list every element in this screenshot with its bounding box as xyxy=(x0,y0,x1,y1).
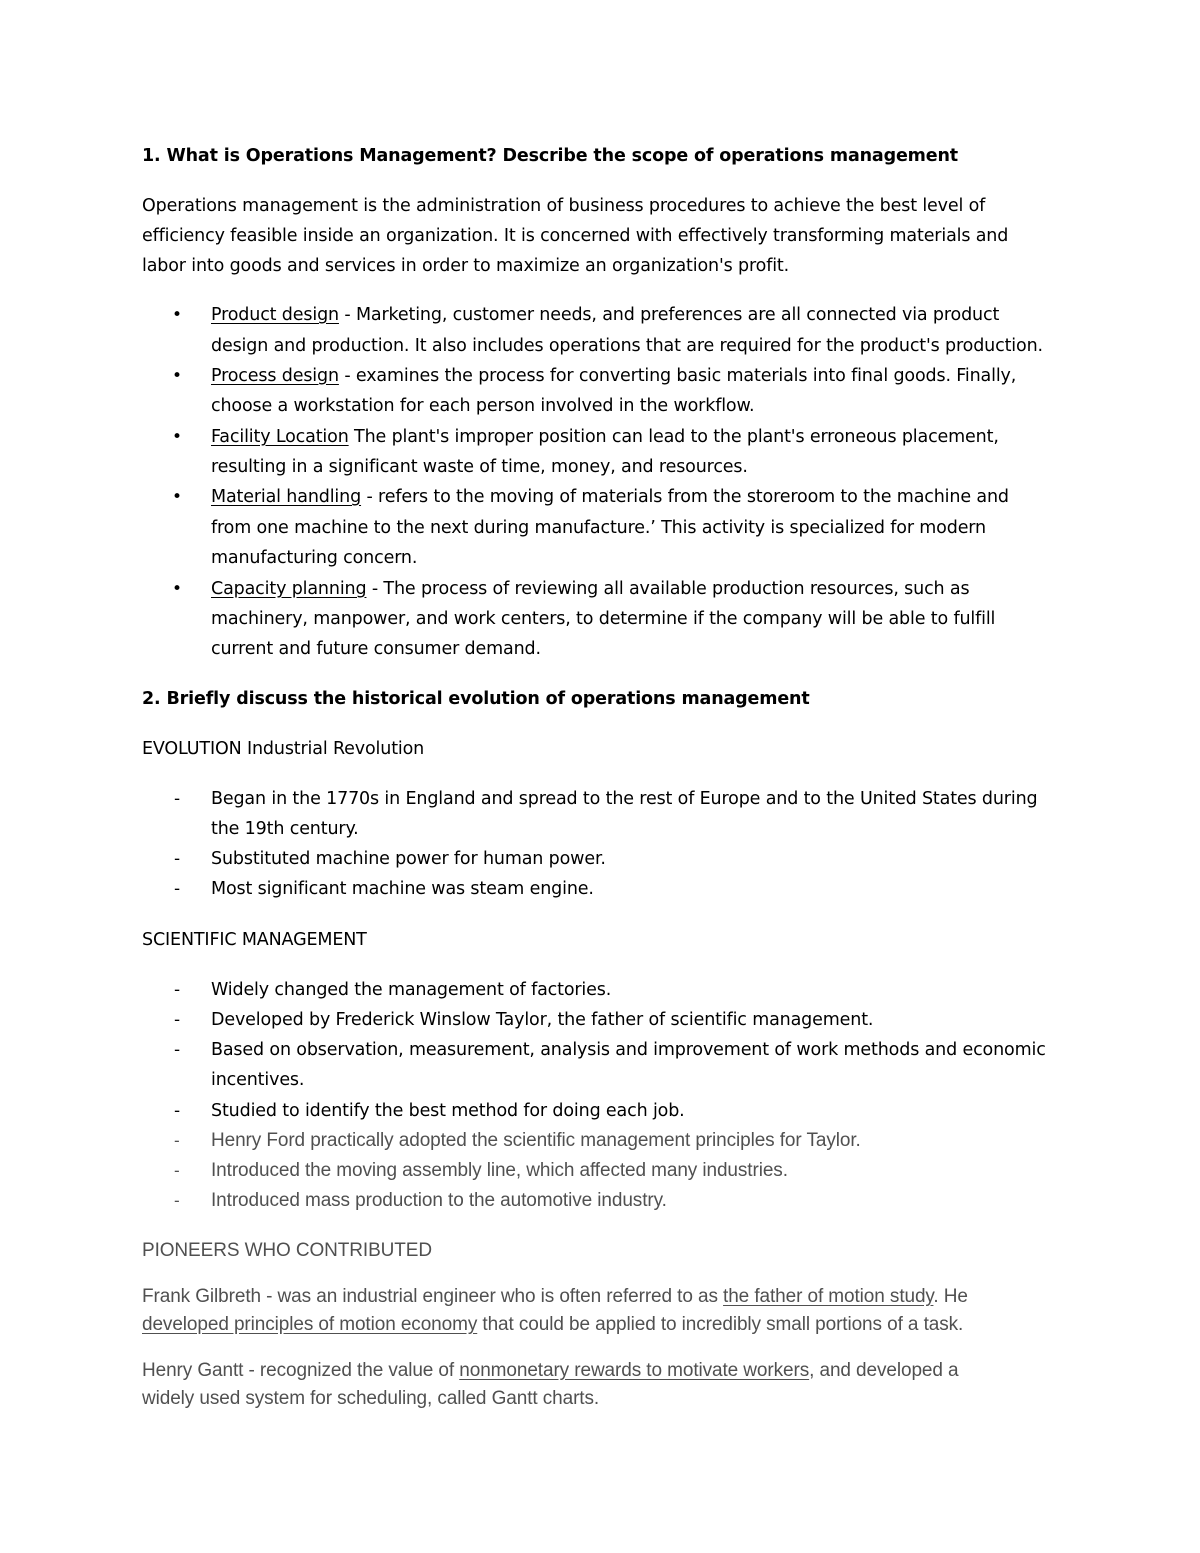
list-item: Substituted machine power for human power. xyxy=(211,849,606,869)
list-item: Based on observation, measurement, analysis and improvement of work methods and economic xyxy=(211,1040,1046,1060)
term-capacity-planning: Capacity planning xyxy=(211,579,367,599)
gantt-line-1 xyxy=(142,1356,959,1386)
list-item-line-1 xyxy=(211,361,1016,391)
list-item-text: - examines the process for converting basic materials into final goods. Finally, xyxy=(338,366,1017,386)
gilbreth-text: . He xyxy=(933,1286,968,1307)
gantt-emphasis: nonmonetary rewards to motivate workers xyxy=(459,1360,810,1381)
gilbreth-text: that could be applied to incredibly small portions of a task. xyxy=(477,1314,964,1335)
intro-line-1: Operations management is the administration of business procedures to achieve the best level of xyxy=(142,196,986,216)
pioneers-title: PIONEERS WHO CONTRIBUTED xyxy=(142,1240,433,1261)
dash-marker: - xyxy=(174,1131,180,1150)
intro-line-3: labor into goods and services in order to maximize an organization's profit. xyxy=(142,256,790,276)
section-1-heading: 1. What is Operations Management? Describe the scope of operations management xyxy=(142,146,958,166)
bullet-marker: • xyxy=(172,427,183,447)
gilbreth-text: Frank Gilbreth - was an industrial engineer who is often referred to as xyxy=(142,1286,724,1307)
dash-marker: - xyxy=(174,849,181,869)
dash-marker: - xyxy=(174,1191,180,1210)
list-item-line-1 xyxy=(211,300,999,330)
list-item-line-3: current and future consumer demand. xyxy=(211,639,541,659)
term-product-design: Product design xyxy=(211,305,339,325)
list-item-continuation: incentives. xyxy=(211,1070,305,1090)
term-material-handling: Material handling xyxy=(211,487,362,507)
gilbreth-line-1 xyxy=(142,1282,968,1312)
list-item: Began in the 1770s in England and spread to the rest of Europe and to the United States during xyxy=(211,789,1038,809)
gilbreth-line-2 xyxy=(142,1310,963,1340)
dash-marker: - xyxy=(174,1101,181,1121)
list-item: Studied to identify the best method for doing each job. xyxy=(211,1101,685,1121)
dash-marker: - xyxy=(174,1010,181,1030)
list-item-text: The plant's improper position can lead to the plant's erroneous placement, xyxy=(348,427,999,447)
list-item-line-2: choose a workstation for each person involved in the workflow. xyxy=(211,396,755,416)
term-facility-location: Facility Location xyxy=(211,427,349,447)
gantt-text: Henry Gantt - recognized the value of xyxy=(142,1360,460,1381)
scientific-management-title: SCIENTIFIC MANAGEMENT xyxy=(142,930,367,950)
section-2-heading: 2. Briefly discuss the historical evolution of operations management xyxy=(142,689,810,709)
list-item: Introduced the moving assembly line, which affected many industries. xyxy=(211,1160,788,1181)
list-item: Developed by Frederick Winslow Taylor, the father of scientific management. xyxy=(211,1010,874,1030)
list-item-line-3: manufacturing concern. xyxy=(211,548,418,568)
list-item: Most significant machine was steam engine. xyxy=(211,879,594,899)
list-item-text: - The process of reviewing all available production resources, such as xyxy=(366,579,970,599)
bullet-marker: • xyxy=(172,487,183,507)
gantt-line-2: widely used system for scheduling, called Gantt charts. xyxy=(142,1388,600,1409)
list-item: Introduced mass production to the automotive industry. xyxy=(211,1190,667,1211)
gilbreth-emphasis: developed principles of motion economy xyxy=(142,1314,478,1335)
bullet-marker: • xyxy=(172,305,183,325)
bullet-marker: • xyxy=(172,579,183,599)
term-process-design: Process design xyxy=(211,366,339,386)
list-item-text: - Marketing, customer needs, and preferences are all connected via product xyxy=(338,305,1000,325)
list-item-line-2: resulting in a significant waste of time, money, and resources. xyxy=(211,457,748,477)
dash-marker: - xyxy=(174,1040,181,1060)
intro-line-2: efficiency feasible inside an organization. It is concerned with effectively transforming materials and xyxy=(142,226,1009,246)
dash-marker: - xyxy=(174,980,181,1000)
list-item-line-1 xyxy=(211,482,1009,512)
list-item-line-2: design and production. It also includes operations that are required for the product's production. xyxy=(211,336,1043,356)
dash-marker: - xyxy=(174,789,181,809)
dash-marker: - xyxy=(174,879,181,899)
list-item-continuation: the 19th century. xyxy=(211,819,359,839)
dash-marker: - xyxy=(174,1161,180,1180)
gilbreth-emphasis: the father of motion study xyxy=(723,1286,934,1307)
list-item: Henry Ford practically adopted the scientific management principles for Taylor. xyxy=(211,1130,861,1151)
gantt-text: , and developed a xyxy=(809,1360,959,1381)
list-item-line-2: from one machine to the next during manufacture.’ This activity is specialized for modern xyxy=(211,518,986,538)
list-item-text: - refers to the moving of materials from the storeroom to the machine and xyxy=(361,487,1009,507)
list-item-line-1 xyxy=(211,422,999,452)
bullet-marker: • xyxy=(172,366,183,386)
list-item-line-1 xyxy=(211,574,969,604)
list-item: Widely changed the management of factories. xyxy=(211,980,612,1000)
evolution-title: EVOLUTION Industrial Revolution xyxy=(142,739,425,759)
list-item-line-2: machinery, manpower, and work centers, to determine if the company will be able to fulfill xyxy=(211,609,996,629)
